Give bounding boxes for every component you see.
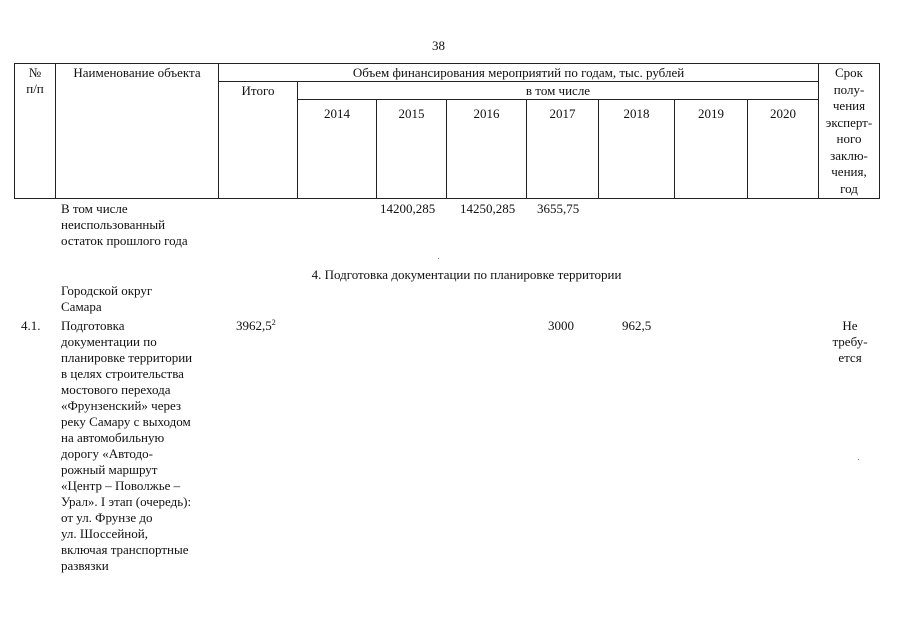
- term-line: чения: [832, 98, 866, 113]
- unused-remainder-2017: 3655,75: [537, 201, 580, 216]
- header-num-line2: п/п: [26, 81, 44, 96]
- header-num-line1: №: [28, 65, 42, 80]
- name-line: остаток прошлого года: [61, 233, 188, 248]
- term-line: год: [840, 180, 858, 196]
- item-2017: 3000: [548, 318, 574, 333]
- section-title: 4. Подготовка документации по планировке территории: [311, 267, 622, 282]
- term-line: чения,: [831, 164, 867, 179]
- district-name: [61, 283, 152, 315]
- name-line: ул. Шоссейной,: [61, 526, 148, 541]
- header-divider-num: [55, 63, 56, 199]
- name-line: дорогу «Автодо-: [61, 446, 153, 461]
- year-2015: 2015: [398, 106, 425, 121]
- district-line: Городской округ: [61, 283, 153, 298]
- page-number: 38: [432, 38, 445, 53]
- item-term: [828, 318, 872, 366]
- term-line: Срок: [835, 65, 863, 80]
- name-line: «Центр – Поволжье –: [61, 478, 181, 493]
- scan-speck: [438, 258, 439, 259]
- footnote-marker: 2: [271, 318, 276, 327]
- year-2016: 2016: [473, 106, 500, 121]
- name-line: Подготовка: [61, 318, 125, 333]
- header-funding-divider: [218, 81, 818, 82]
- name-line: В том числе: [61, 201, 128, 216]
- header-bottom-border: [14, 198, 880, 199]
- header-term-label: [819, 65, 879, 197]
- header-total-label: Итого: [241, 83, 275, 98]
- unused-remainder-2015: 14200,285: [380, 201, 436, 216]
- year-2019: 2019: [698, 106, 724, 121]
- name-line: реку Самару с выходом: [61, 414, 191, 429]
- scan-speck: [858, 459, 859, 460]
- name-line: в целях строительства: [61, 366, 184, 381]
- term-line: ется: [838, 350, 862, 365]
- name-line: включая транспортные: [61, 542, 189, 557]
- term-line: ного: [836, 131, 862, 146]
- year-2017: 2017: [549, 106, 576, 121]
- district-line: Самара: [61, 299, 102, 314]
- item-number: 4.1.: [21, 318, 41, 333]
- year-2018: 2018: [623, 106, 650, 121]
- header-including-label: в том числе: [525, 83, 591, 98]
- header-num-label: [15, 65, 55, 97]
- item-total-value: 3962,5: [236, 318, 272, 333]
- name-line: документации по: [61, 334, 157, 349]
- unused-remainder-name: [61, 201, 221, 249]
- item-total: [236, 318, 276, 334]
- item-2018: 962,5: [622, 318, 652, 333]
- unused-remainder-2016: 14250,285: [460, 201, 516, 216]
- name-line: мостового перехода: [61, 382, 171, 397]
- year-2014: 2014: [324, 106, 350, 121]
- name-line: планировке территории: [61, 350, 193, 365]
- year-2020: 2020: [770, 106, 796, 121]
- term-line: полу-: [833, 81, 865, 97]
- header-top-border: [14, 63, 880, 64]
- name-line: от ул. Фрунзе до: [61, 510, 153, 525]
- table-header: [14, 63, 880, 199]
- item-name: [61, 318, 226, 574]
- name-line: неиспользованный: [61, 217, 166, 232]
- header-funding-label: Объем финансирования мероприятий по годам, тыс. рублей: [352, 65, 685, 80]
- name-line: «Фрунзенский» через: [61, 398, 182, 413]
- name-line: развязки: [61, 558, 109, 573]
- term-line: эксперт-: [825, 114, 873, 130]
- name-line: рожный маршрут: [61, 462, 158, 477]
- name-line: на автомобильную: [61, 430, 165, 445]
- term-line: требу-: [832, 334, 868, 349]
- header-name-label: Наименование объекта: [73, 65, 201, 80]
- term-line: Не: [842, 318, 858, 333]
- header-right-border: [879, 63, 880, 199]
- term-line: заклю-: [830, 147, 868, 163]
- name-line: Урал». I этап (очередь):: [61, 494, 192, 509]
